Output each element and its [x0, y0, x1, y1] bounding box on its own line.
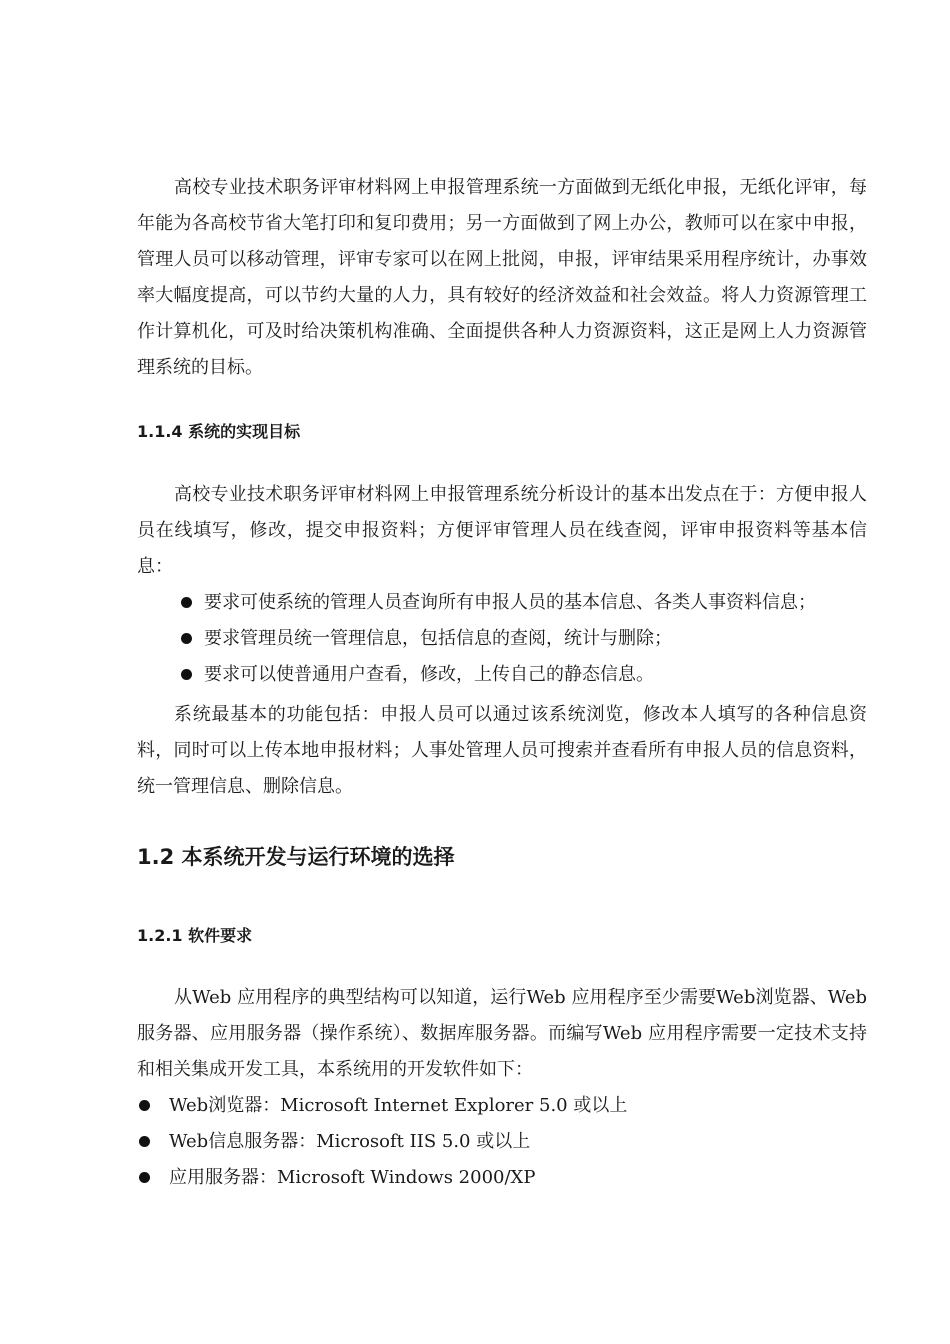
list-item — [180, 657, 816, 693]
section-heading-1-2: 1.2 本系统开发与运行环境的选择 — [137, 845, 455, 869]
bullet-icon — [139, 1172, 150, 1183]
list-item — [137, 1088, 627, 1124]
bullet-icon — [181, 669, 192, 680]
bullet-icon — [181, 633, 192, 644]
list-item-text: 应用服务器：Microsoft Windows 2000/XP — [169, 1167, 536, 1188]
section-heading-1-2-1: 1.2.1 软件要求 — [137, 926, 253, 945]
list-item-text: Web信息服务器：Microsoft IIS 5.0 或以上 — [169, 1131, 531, 1152]
software-paragraph: 从Web 应用程序的典型结构可以知道，运行Web 应用程序至少需要Web浏览器、Web 服务器、应用服务器（操作系统）、数据库服务器。而编写Web 应用程序需要一定技术支持和相关集成开发工具，本系统用的开发软件如下： — [137, 987, 867, 1080]
section-heading-1-1-4: 1.1.4 系统的实现目标 — [137, 422, 301, 441]
list-item — [180, 585, 816, 621]
functions-paragraph: 系统最基本的功能包括：申报人员可以通过该系统浏览，修改本人填写的各种信息资料，同时可以上传本地申报材料；人事处管理人员可搜索并查看所有申报人员的信息资料，统一管理信息、删除信息。 — [137, 704, 867, 797]
bullet-icon — [139, 1100, 150, 1111]
list-item — [137, 1160, 627, 1196]
intro-paragraph: 高校专业技术职务评审材料网上申报管理系统一方面做到无纸化申报，无纸化评审，每年能为各高校节省大笔打印和复印费用；另一方面做到了网上办公，教师可以在家中申报，管理人员可以移动管理，评审专家可以在网上批阅，申报，评审结果采用程序统计，办事效率大幅度提高，可以节约大量的人力，具有较好的经济效益和社会效益。将人力资源管理工作计算机化，可及时给决策机构准确、全面提供各种人力资源资料，这正是网上人力资源管理系统的目标。 — [137, 177, 867, 378]
requirements-list — [180, 585, 816, 693]
list-item-text: 要求可以使普通用户查看，修改，上传自己的静态信息。 — [204, 664, 654, 685]
bullet-icon — [139, 1136, 150, 1147]
bullet-icon — [181, 597, 192, 608]
list-item-text: Web浏览器：Microsoft Internet Explorer 5.0 或以上 — [169, 1095, 628, 1116]
list-item-text: 要求可使系统的管理人员查询所有申报人员的基本信息、各类人事资料信息； — [204, 592, 816, 613]
goal-paragraph: 高校专业技术职务评审材料网上申报管理系统分析设计的基本出发点在于：方便申报人员在线填写，修改，提交申报资料；方便评审管理人员在线查阅，评审申报资料等基本信息： — [137, 484, 867, 577]
list-item — [137, 1124, 627, 1160]
list-item — [180, 621, 816, 657]
software-list — [137, 1088, 627, 1196]
list-item-text: 要求管理员统一管理信息，包括信息的查阅，统计与删除； — [204, 628, 672, 649]
